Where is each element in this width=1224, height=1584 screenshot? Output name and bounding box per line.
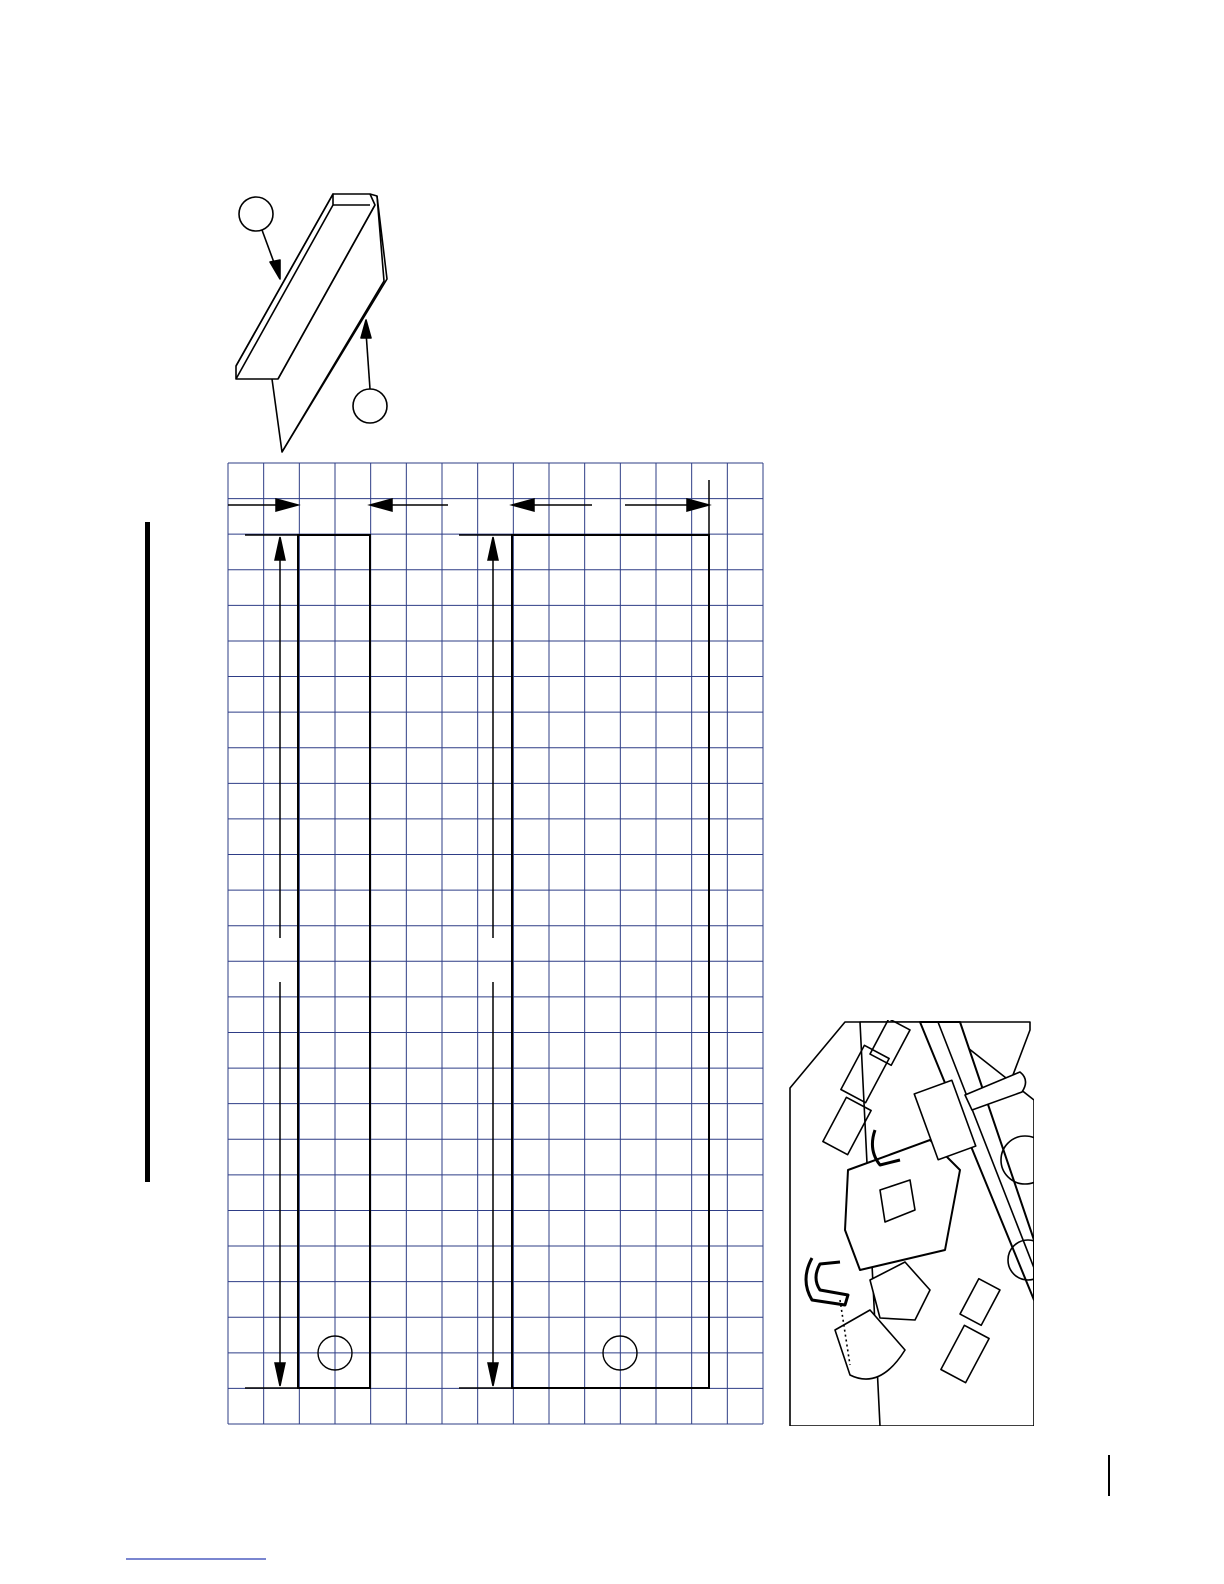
leader-arrow-lower bbox=[361, 320, 371, 338]
part-vertical-web bbox=[272, 194, 387, 452]
dim-arrow-down-left bbox=[275, 1363, 285, 1386]
dim-arrow-up-right bbox=[488, 537, 498, 560]
dim-arrow-right bbox=[276, 499, 298, 511]
part-flange-face bbox=[236, 194, 333, 379]
leader-line-lower bbox=[366, 332, 370, 389]
margin-bar bbox=[145, 522, 150, 1182]
pattern-grid bbox=[228, 463, 763, 1424]
part-web-seam bbox=[278, 205, 375, 379]
dim-arrow-right-b bbox=[687, 499, 709, 511]
part-web-edge bbox=[282, 196, 384, 452]
dim-arrow-left-b bbox=[512, 499, 534, 511]
callout-circle-lower bbox=[353, 389, 387, 423]
table-saw-jig-illustration bbox=[790, 1019, 1049, 1426]
dim-arrow-left bbox=[370, 499, 392, 511]
isometric-part-view bbox=[236, 194, 387, 452]
callout-circle-upper bbox=[239, 197, 273, 231]
leader-arrow-upper bbox=[270, 260, 280, 279]
dim-arrow-down-right bbox=[488, 1363, 498, 1386]
dimension-lines bbox=[228, 480, 709, 1388]
dim-arrow-up-left bbox=[275, 537, 285, 560]
part-top-flange bbox=[236, 194, 375, 379]
